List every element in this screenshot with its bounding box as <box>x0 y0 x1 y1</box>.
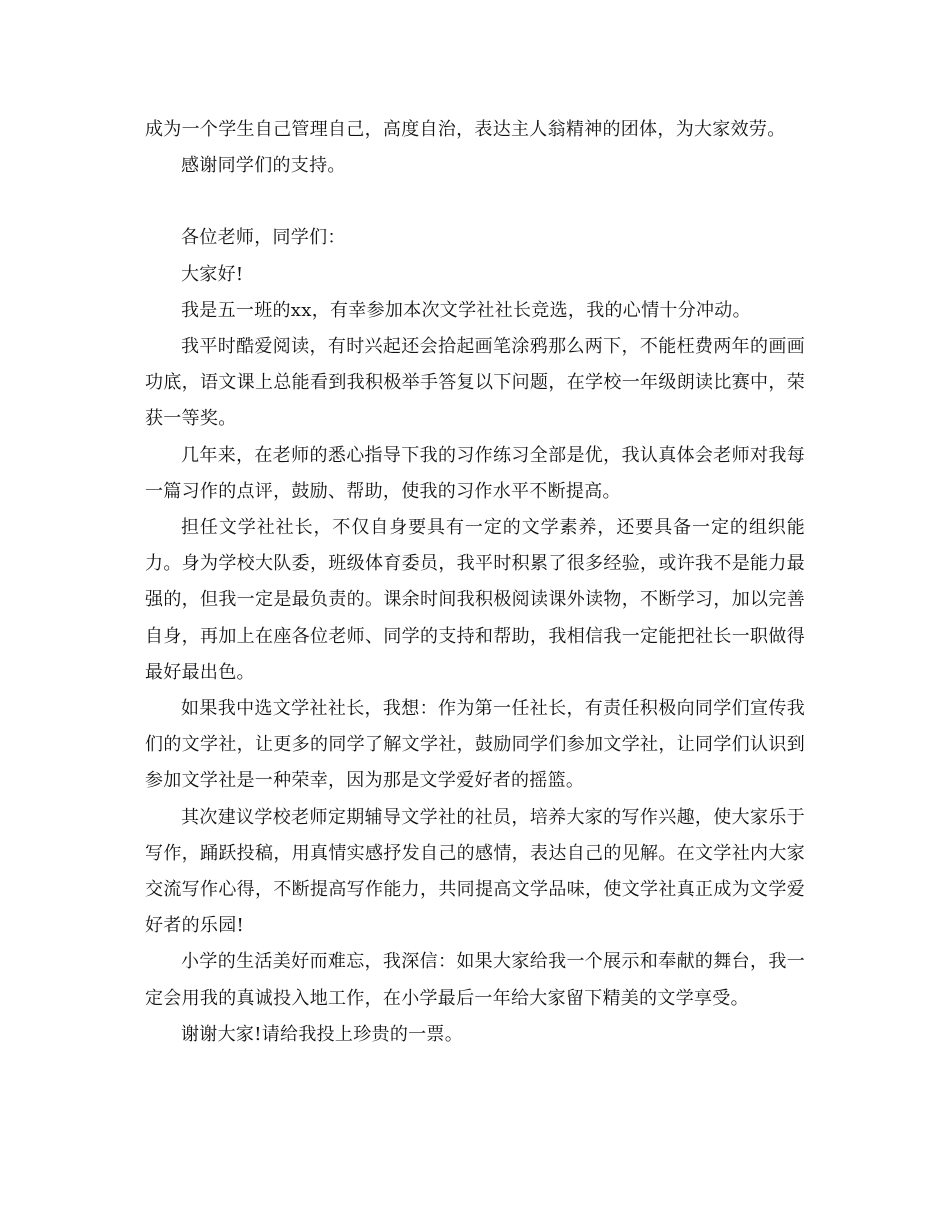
paragraph-salutation: 各位老师，同学们： <box>181 227 346 249</box>
paragraph-plan-promotion: 如果我中选文学社社长，我想：作为第一任社长，有责任积极向同学们宣传我们的文学社，让更多的同学了解文学社，鼓励同学们参加文学社，让同学们认识到参加文学社是一种荣幸，因为那是文学爱好者的摇篮。 <box>145 698 805 792</box>
paragraph-plan-guidance: 其次建议学校老师定期辅导文学社的社员，培养大家的写作兴趣，使大家乐于写作，踊跃投稿，用真情实感抒发自己的感情，表达自己的见解。在文学社内大家交流写作心得，不断提高写作能力，共同提高文学品味，使文学社真正成为文学爱好者的乐园! <box>145 806 805 937</box>
paragraph-continued: 成为一个学生自己管理自己，高度自治，表达主人翁精神的团体，为大家效劳。 <box>145 119 786 140</box>
paragraph-closing: 谢谢大家!请给我投上珍贵的一票。 <box>181 1023 464 1045</box>
section-gap <box>145 184 805 220</box>
paragraph-qualifications: 担任文学社社长，不仅自身要具有一定的文学素养，还要具备一定的组织能力。身为学校大队委，班级体育委员，我平时积累了很多经验，或许我不是能力最强的，但我一定是最负责的。课余时间我积极阅读课外读物，不断学习，加以完善自身，再加上在座各位老师、同学的支持和帮助，我相信我一定能把社长一职做得最好最出色。 <box>145 517 805 683</box>
paragraph-introduction: 我是五一班的xx，有幸参加本次文学社社长竞选，我的心情十分冲动。 <box>181 299 751 321</box>
document-body <box>145 112 805 1053</box>
paragraph-hobbies: 我平时酷爱阅读，有时兴起还会拾起画笔涂鸦那么两下，不能枉费两年的画画功底，语文课上总能看到我积极举手答复以下问题，在学校一年级朗读比赛中，荣获一等奖。 <box>145 336 805 430</box>
paragraph-writing-progress: 几年来，在老师的悉心指导下我的习作练习全部是优，我认真体会老师对我每一篇习作的点评，鼓励、帮助，使我的习作水平不断提高。 <box>145 444 805 502</box>
paragraph-commitment: 小学的生活美好而难忘，我深信：如果大家给我一个展示和奉献的舞台，我一定会用我的真诚投入地工作，在小学最后一年给大家留下精美的文学享受。 <box>145 951 805 1009</box>
paragraph-greeting: 大家好! <box>181 263 244 285</box>
paragraph-thanks-support: 感谢同学们的支持。 <box>181 155 346 177</box>
